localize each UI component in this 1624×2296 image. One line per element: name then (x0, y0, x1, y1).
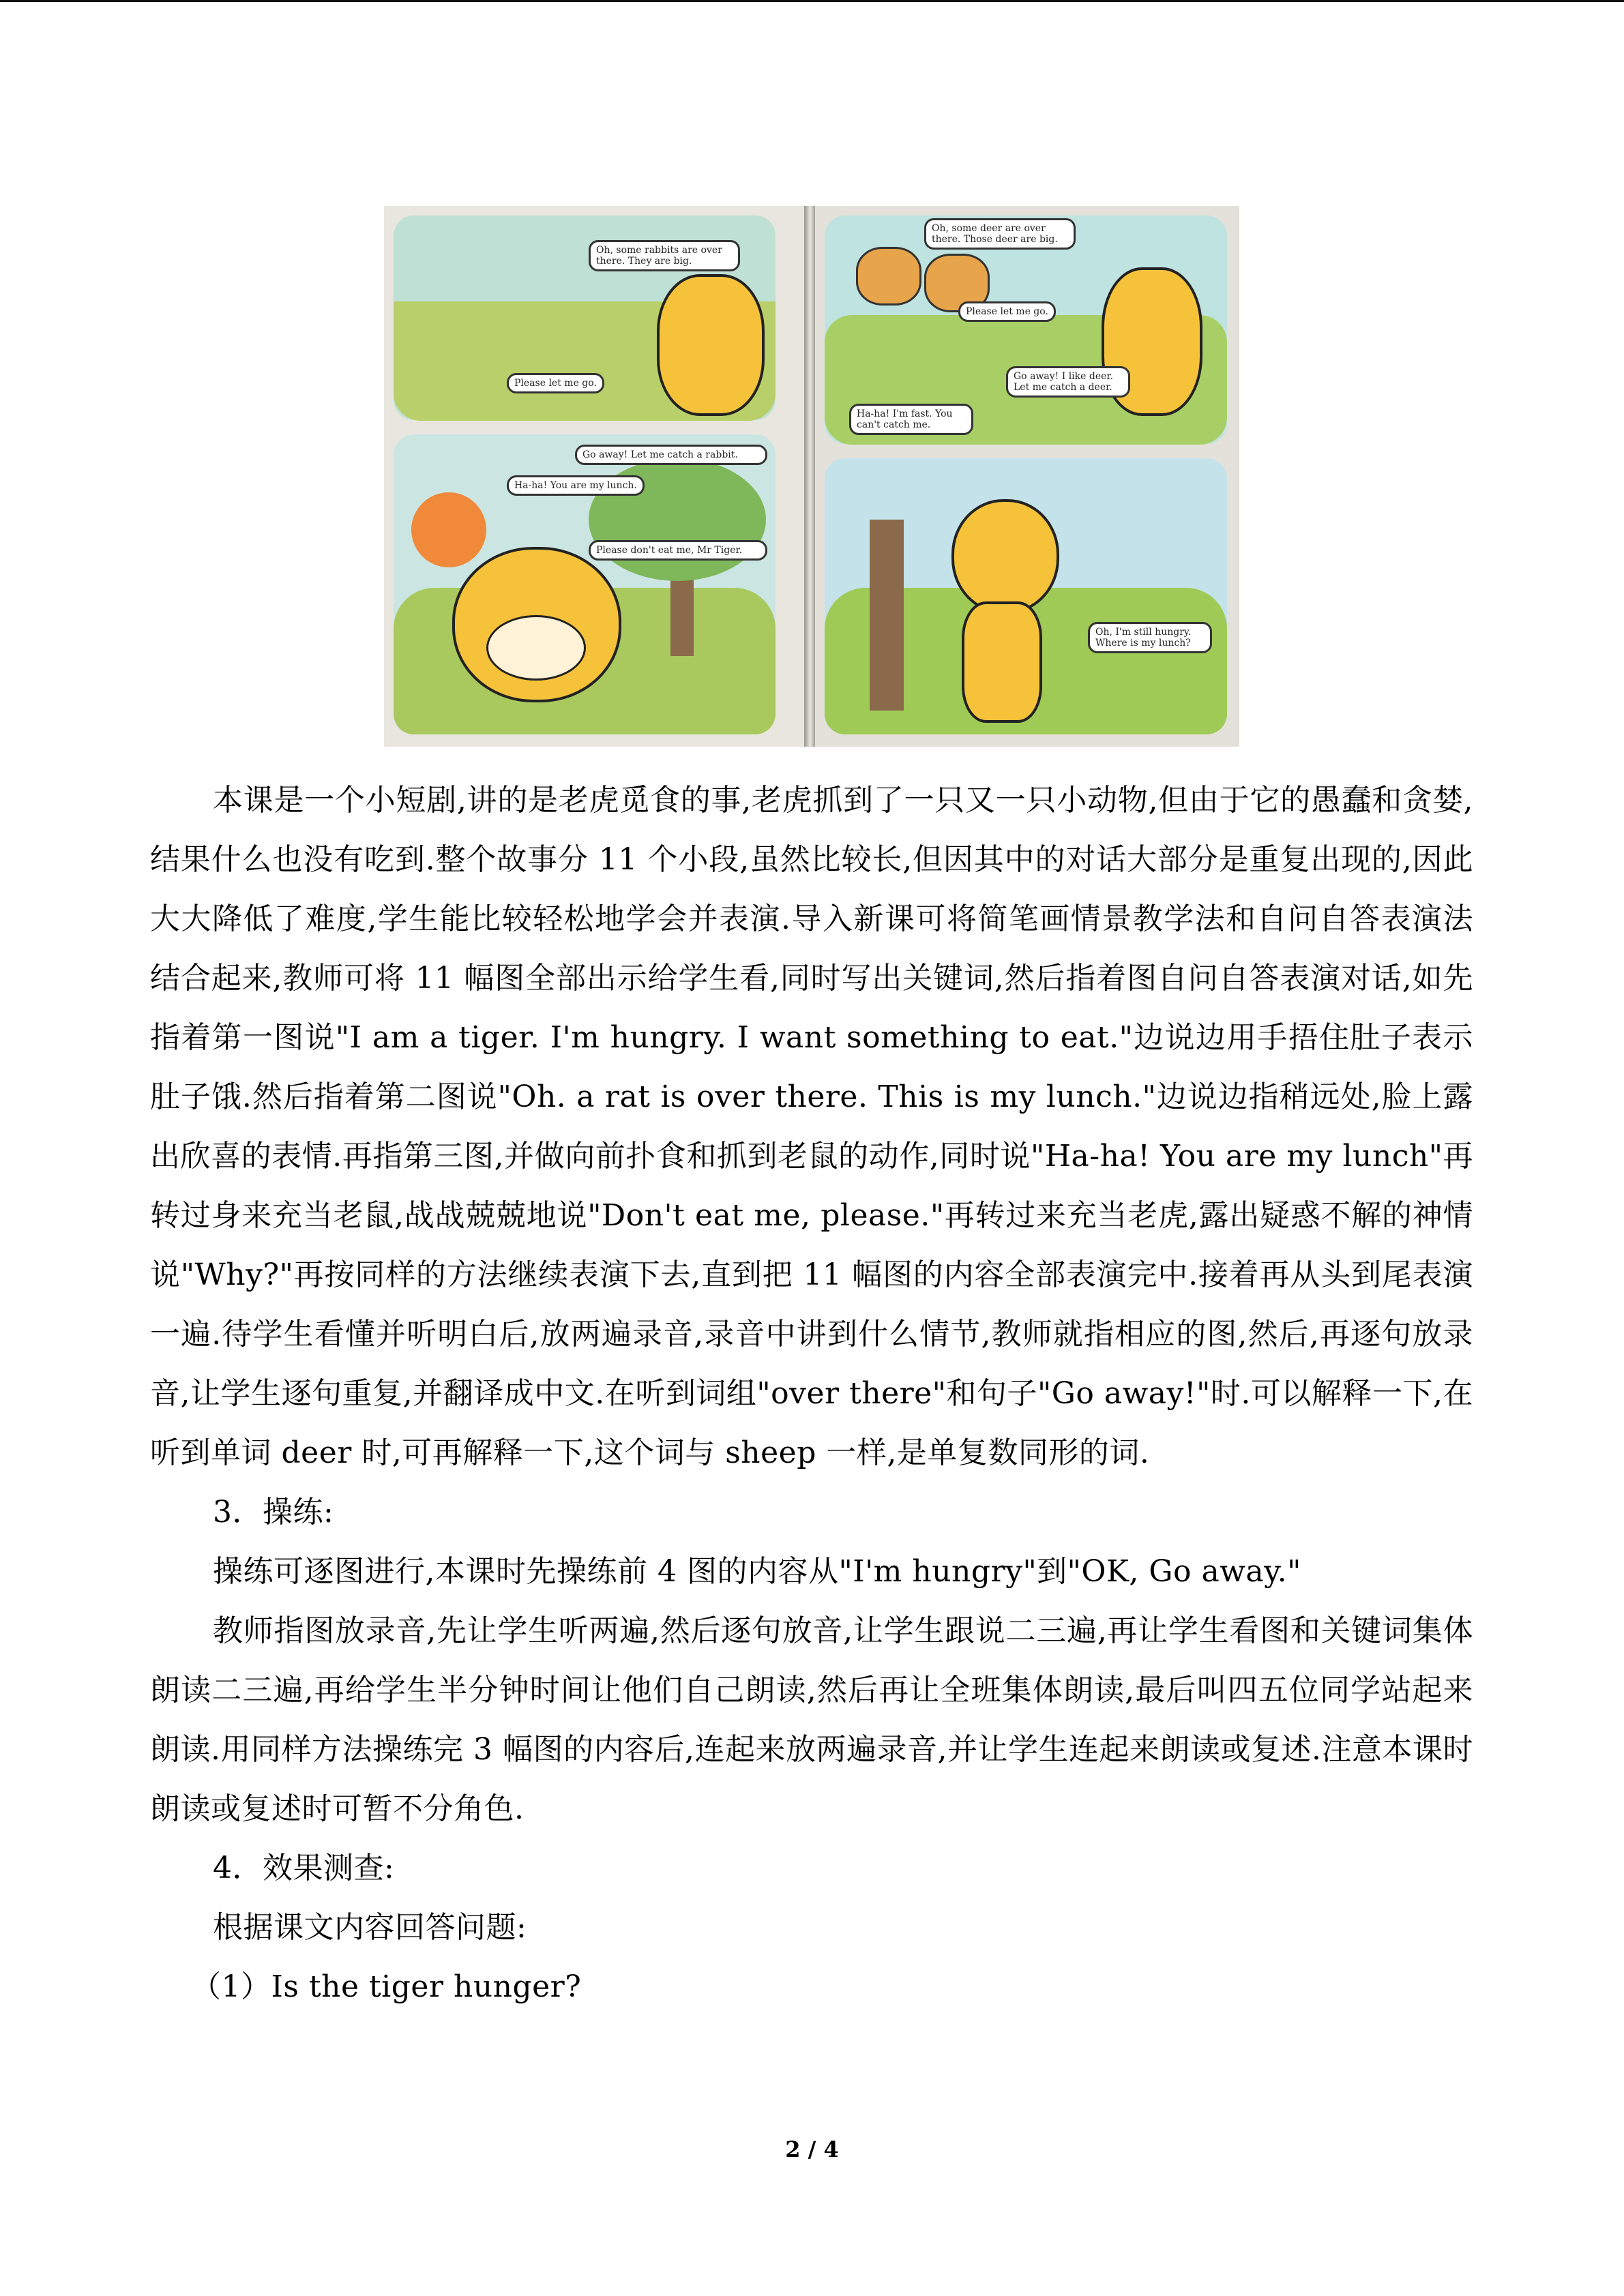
section-heading-assessment: 4．效果测查: (213, 1851, 395, 1885)
speech-bubble: Please let me go. (958, 301, 1056, 322)
tree-trunk-shape (870, 520, 904, 711)
speech-bubble: Oh, some rabbits are over there. They are big. (589, 240, 740, 271)
tiger-top-shape (657, 274, 765, 416)
left-page (384, 206, 806, 747)
deer-shape (856, 247, 921, 305)
speech-bubble: Please let me go. (507, 373, 604, 393)
tiger-standing-body-shape (962, 601, 1042, 723)
paragraph-assessment-instruction: 根据课文内容回答问题: (213, 1910, 527, 1945)
sun-shape (411, 492, 486, 567)
paragraph-lesson-intro: 本课是一个小短剧,讲的是老虎觅食的事,老虎抓到了一只又一只小动物,但由于它的愚蠢和贪婪,结果什么也没有吃到.整个故事分 11 个小段,虽然比较长,但因其中的对话大部分是重复出现的,因此大大降低了难度,学生能比较轻松地学会并表演.导入新课可将简笔画情景教学法和自问自答表演法结合起来,教师可将 11 幅图全部出示给学生看,同时写出关键词,然后指着图自问自答表演对话,如先指着第一图说"I am a tiger. I'm hungry. I want something to eat."边说边用手捂住肚子表示肚子饿.然后指着第二图说"Oh. a rat is over there. This is my lunch."边说边指稍远处,脸上露出欣喜的表情.再指第三图,并做向前扑食和抓到老鼠的动作,同时说"Ha-ha! You are my lunch"再转过身来充当老鼠,战战兢兢地说"Don't eat me, please."再转过来充当老虎,露出疑惑不解的神情说"Why?"再按同样的方法继续表演下去,直到把 11 幅图的内容全部表演完中.接着再从头到尾表演一遍.待学生看懂并听明白后,放两遍录音,录音中讲到什么情节,教师就指相应的图,然后,再逐句放录音,让学生逐句重复,并翻译成中文.在听到词组"over there"和句子"Go away!"时.可以解释一下,在听到单词 deer 时,可再解释一下,这个词与 sheep 一样,是单复数同形的词. (150, 783, 1473, 1470)
tiger-muzzle-shape (486, 615, 586, 681)
section-heading-practice: 3．操练: (213, 1495, 334, 1530)
speech-bubble: Oh, some deer are over there. Those deer are big. (924, 218, 1076, 250)
right-page (815, 206, 1239, 747)
paragraph-practice-method: 教师指图放录音,先让学生听两遍,然后逐句放音,让学生跟说二三遍,再让学生看图和关键词集体朗读二三遍,再给学生半分钟时间让他们自己朗读,然后再让全班集体朗读,最后叫四五位同学站起来朗读.用同样方法操练完 3 幅图的内容后,连起来放两遍录音,并让学生连起来朗读或复述.注意本课时朗读或复述时可暂不分角色. (150, 1613, 1473, 1826)
speech-bubble: Go away! Let me catch a rabbit. (575, 445, 767, 465)
speech-bubble: Oh, I'm still hungry. Where is my lunch? (1088, 622, 1212, 653)
speech-bubble: Ha-ha! I'm fast. You can't catch me. (849, 404, 973, 435)
question-item: （1）Is the tiger hunger? (191, 1969, 582, 2004)
speech-bubble: Please don't eat me, Mr Tiger. (589, 540, 767, 561)
textbook-photo (384, 206, 1239, 747)
document-body (150, 771, 1473, 2016)
open-book (384, 206, 1239, 747)
paragraph-practice-scope: 操练可逐图进行,本课时先操练前 4 图的内容从"I'm hungry"到"OK, Go away." (213, 1554, 1301, 1589)
page-number: 2 / 4 (785, 2136, 839, 2162)
speech-bubble: Ha-ha! You are my lunch. (507, 475, 645, 496)
speech-bubble: Go away! I like deer. Let me catch a deer. (1006, 366, 1130, 398)
tiger-standing-head-shape (951, 499, 1059, 614)
